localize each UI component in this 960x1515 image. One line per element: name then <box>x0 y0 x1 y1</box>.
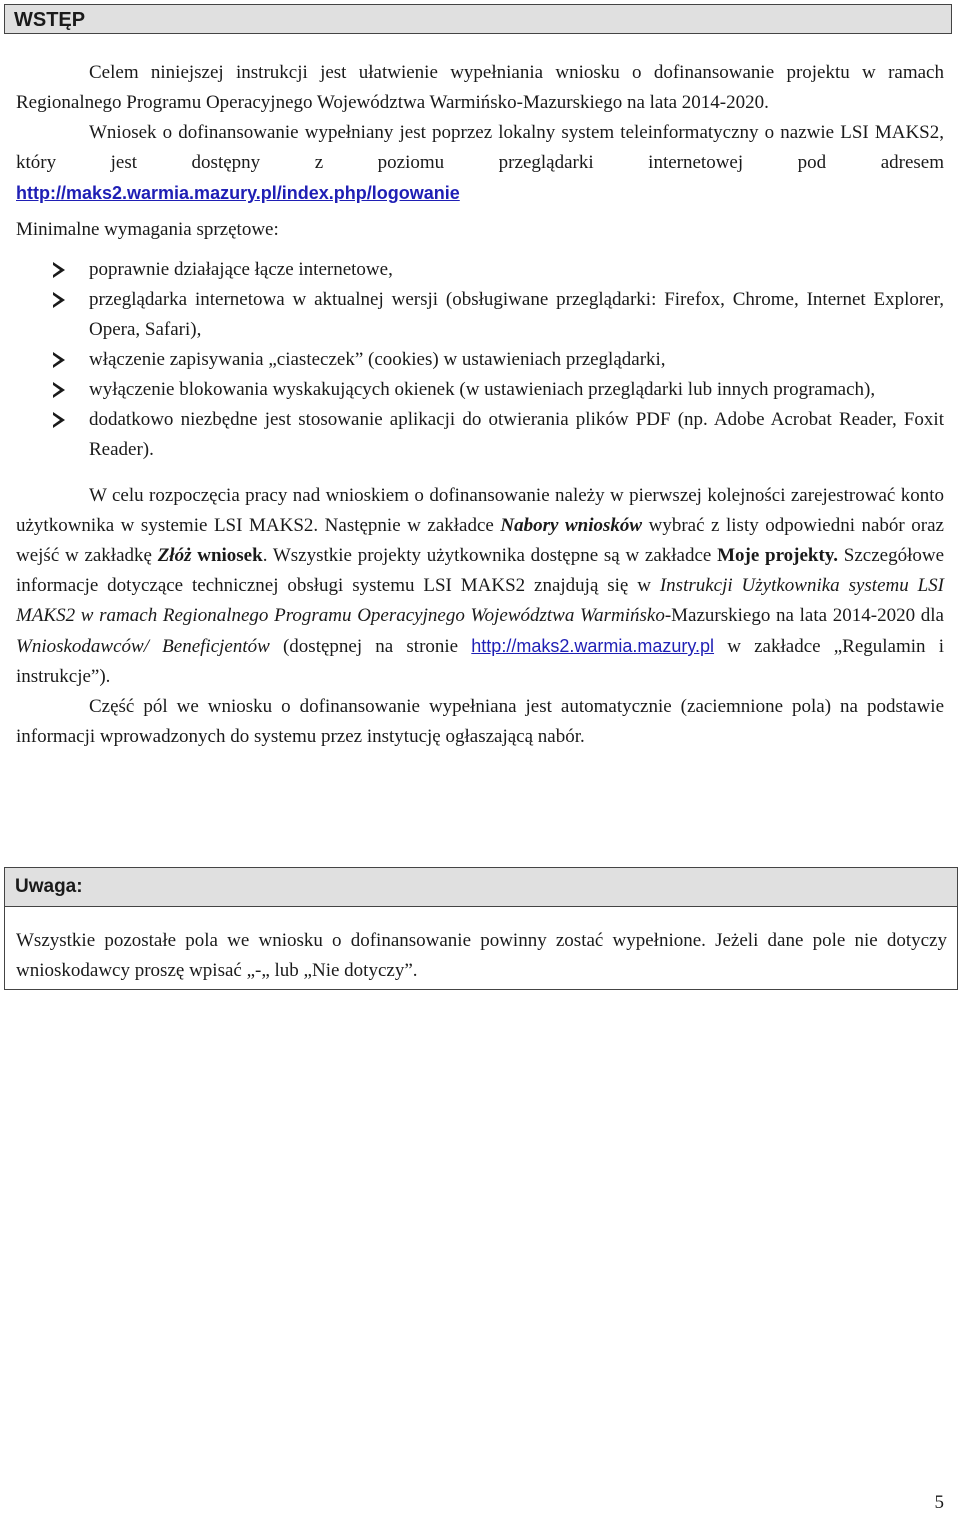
warning-title: Uwaga: <box>5 868 957 907</box>
list-item-text: przeglądarka internetowa w aktualnej wersji (obsługiwane przeglądarki: Firefox, Chrome, Internet Explorer, Opera, Safari), <box>89 289 944 340</box>
warning-box <box>4 867 958 990</box>
text-segment: Szczegółowe informacje dotyczące technicznej obsługi systemu LSI MAKS2 znajdują się w <box>16 545 945 596</box>
intro-paragraph-2-text: Wniosek o dofinansowanie wypełniany jest poprzez lokalny system teleinformatyczny o nazwie LSI MAKS2, który jest dostępny z poziomu przeglądarki internetowej pod adresem <box>16 122 944 173</box>
page-number: 5 <box>934 1492 944 1513</box>
list-item-text: poprawnie działające łącze internetowe, <box>89 259 393 280</box>
arrow-bullet-icon <box>53 382 65 398</box>
nabory-tab-name: Nabory wniosków <box>500 515 643 536</box>
list-item <box>16 405 944 465</box>
warning-text: Wszystkie pozostałe pola we wniosku o dofinansowanie powinny zostać wypełnione. Jeżeli dane pole nie dotyczy wnioskodawcy proszę wpisać „-„ lub „Nie dotyczy”. <box>16 930 947 981</box>
requirements-title: Minimalne wymagania sprzętowe: <box>16 219 279 240</box>
text-segment: -Mazurskiego na lata 2014-2020 dla <box>664 605 944 626</box>
arrow-bullet-icon <box>53 292 65 308</box>
list-item <box>16 285 944 345</box>
list-item <box>16 255 944 285</box>
zloz-label: Złóż <box>157 545 192 566</box>
instructions-paragraph <box>16 481 944 692</box>
text-segment: (dostępnej na stronie <box>269 636 472 657</box>
maks2-link[interactable]: http://maks2.warmia.mazury.pl <box>471 636 715 656</box>
intro-paragraph-2 <box>16 118 944 209</box>
login-link[interactable]: http://maks2.warmia.mazury.pl/index.php/logowanie <box>16 183 460 203</box>
auto-fill-paragraph: Część pól we wniosku o dofinansowanie wypełniana jest automatycznie (zaciemnione pola) na podstawie informacji wprowadzonych do systemu przez instytucję ogłaszającą nabór. <box>16 696 944 747</box>
applicants-label: Wnioskodawców/ Beneficjentów <box>16 636 270 657</box>
text-segment: . Wszystkie projekty użytkownika dostępne są w zakładce <box>262 545 718 566</box>
list-item-text: włączenie zapisywania „ciasteczek” (cookies) w ustawieniach przeglądarki, <box>89 349 666 370</box>
text-segment: wybrać z listy odpowiedni nabór oraz wejść w zakładkę <box>16 515 944 566</box>
intro-paragraph-1: Celem niniejszej instrukcji jest ułatwienie wypełniania wniosku o dofinansowanie projektu w ramach Regionalnego Programu Operacyjnego Województwa Warmińsko-Mazurskiego na lata 2014-2020. <box>16 62 944 113</box>
document-body <box>16 58 944 752</box>
wniosek-label: wniosek <box>197 545 263 566</box>
list-item-text: dodatkowo niezbędne jest stosowanie aplikacji do otwierania plików PDF (np. Adobe Acrobat Reader, Foxit Reader). <box>89 409 944 460</box>
requirements-list <box>16 255 944 465</box>
text-segment: W celu rozpoczęcia pracy nad wnioskiem o dofinansowanie należy w pierwszej kolejności zarejestrować konto użytkownika w systemie LSI MAKS2. Następnie w zakładce <box>16 485 944 536</box>
section-title: WSTĘP <box>14 9 86 31</box>
text-segment: w zakładce „Regulamin i instrukcje”). <box>16 636 944 687</box>
section-header <box>4 4 952 34</box>
moje-projekty-label: Moje projekty. <box>717 545 839 566</box>
arrow-bullet-icon <box>53 412 65 428</box>
arrow-bullet-icon <box>53 262 65 278</box>
manual-title: Instrukcji Użytkownika systemu LSI MAKS2 w ramach Regionalnego Programu Operacyjnego Województwa Warmińsko <box>16 575 944 626</box>
arrow-bullet-icon <box>53 352 65 368</box>
list-item <box>16 345 944 375</box>
list-item <box>16 375 944 405</box>
list-item-text: wyłączenie blokowania wyskakujących okienek (w ustawieniach przeglądarki lub innych programach), <box>89 379 876 400</box>
